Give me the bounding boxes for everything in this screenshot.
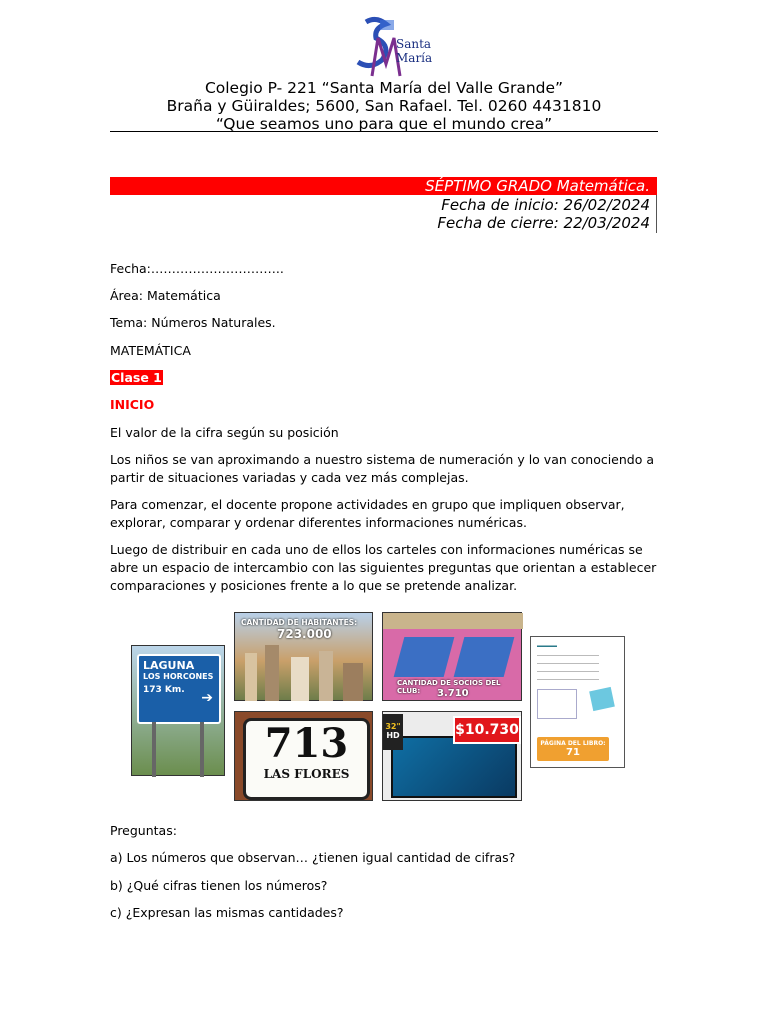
area-label: Área: Matemática [110,288,221,303]
class-label-text: Clase 1 [111,370,162,385]
start-heading: INICIO [110,397,155,412]
sign-line-3: 173 Km. [143,685,185,695]
school-logo [352,18,433,80]
tv-price: $10.730 [453,716,521,744]
tennis-court [454,637,515,677]
building [245,653,257,701]
book-line [537,671,599,672]
sign-post [200,722,204,777]
tennis-club-image [382,612,522,701]
building [319,651,333,701]
club-caption: CANTIDAD DE SOCIOS DEL CLUB: [397,679,501,695]
tv-hd: HD [386,731,400,740]
city-caption: CANTIDAD DE HABITANTES: [241,618,358,627]
book-box [537,689,577,719]
club-value: 3.710 [437,688,469,699]
paragraph-1: Los niños se van aproximando a nuestro sistema de numeración y lo van conociendo a partir de situaciones variadas y cada vez más complejas. [110,452,655,485]
logo-text-bottom: María [396,51,433,65]
building [265,645,279,701]
tv-screen [391,736,517,798]
book-line [537,663,599,664]
question-b: b) ¿Qué cifras tienen los números? [110,878,328,893]
date-field: Fecha:………………………….. [110,261,284,276]
logo-text-top: Santa [396,37,432,51]
arrow-right-icon: ➔ [201,690,213,706]
end-date: Fecha de cierre: 22/03/2024 [437,214,650,232]
subject-heading: MATEMÁTICA [110,343,191,358]
school-address: Braña y Güiraldes; 5600, San Rafael. Tel. 0260 4431810 [166,97,602,115]
club-building [383,613,523,629]
book-value: 71 [566,747,580,758]
lesson-title: El valor de la cifra según su posición [110,425,339,440]
book-page-image [530,636,625,768]
road-sign [137,654,221,724]
building [343,663,363,701]
city-image [234,612,373,701]
grade-title: SÉPTIMO GRADO Matemática. [425,177,650,195]
question-a: a) Los números que observan… ¿tienen igual cantidad de cifras? [110,850,516,865]
book-line [537,679,599,680]
plate-street: LAS FLORES [263,767,350,781]
city-value: 723.000 [277,627,332,641]
sign-line-2: LOS HORCONES [143,672,214,681]
book-illustration [589,687,615,711]
school-name: Colegio P- 221 “Santa María del Valle Grande” [204,79,564,97]
school-motto: “Que seamos uno para que el mundo crea” [215,115,553,133]
questions-heading: Preguntas: [110,823,177,838]
start-date: Fecha de inicio: 26/02/2024 [441,196,650,214]
class-label [110,369,660,387]
house-number-image [234,711,373,801]
book-heading: ▬▬▬▬ [537,643,557,649]
grade-box-border [656,195,657,233]
tv-size: 32" [385,722,401,731]
paragraph-3: Luego de distribuir en cada uno de ellos los carteles con informaciones numéricas se abre un espacio de intercambio con las siguientes preguntas que orientan a establecer comparaciones y posiciones frente a lo que se pretende analizar. [110,542,657,593]
house-plate [243,718,370,800]
question-c: c) ¿Expresan las mismas cantidades? [110,905,344,920]
sign-line-1: LAGUNA [143,659,195,672]
header-divider [110,131,658,132]
book-badge [537,737,609,761]
plate-number: 713 [264,720,349,767]
building [291,657,309,701]
book-line [537,655,599,656]
paragraph-2: Para comenzar, el docente propone actividades en grupo que impliquen observar, explorar, comparar y ordenar diferentes informaciones numéricas. [110,497,625,530]
sign-post [152,722,156,777]
tv-size-badge [383,714,403,750]
tennis-court [394,637,455,677]
book-caption: PÁGINA DEL LIBRO: [540,740,606,747]
road-sign-image [131,645,225,776]
topic-label: Tema: Números Naturales. [110,315,276,330]
tv-image [382,711,522,801]
